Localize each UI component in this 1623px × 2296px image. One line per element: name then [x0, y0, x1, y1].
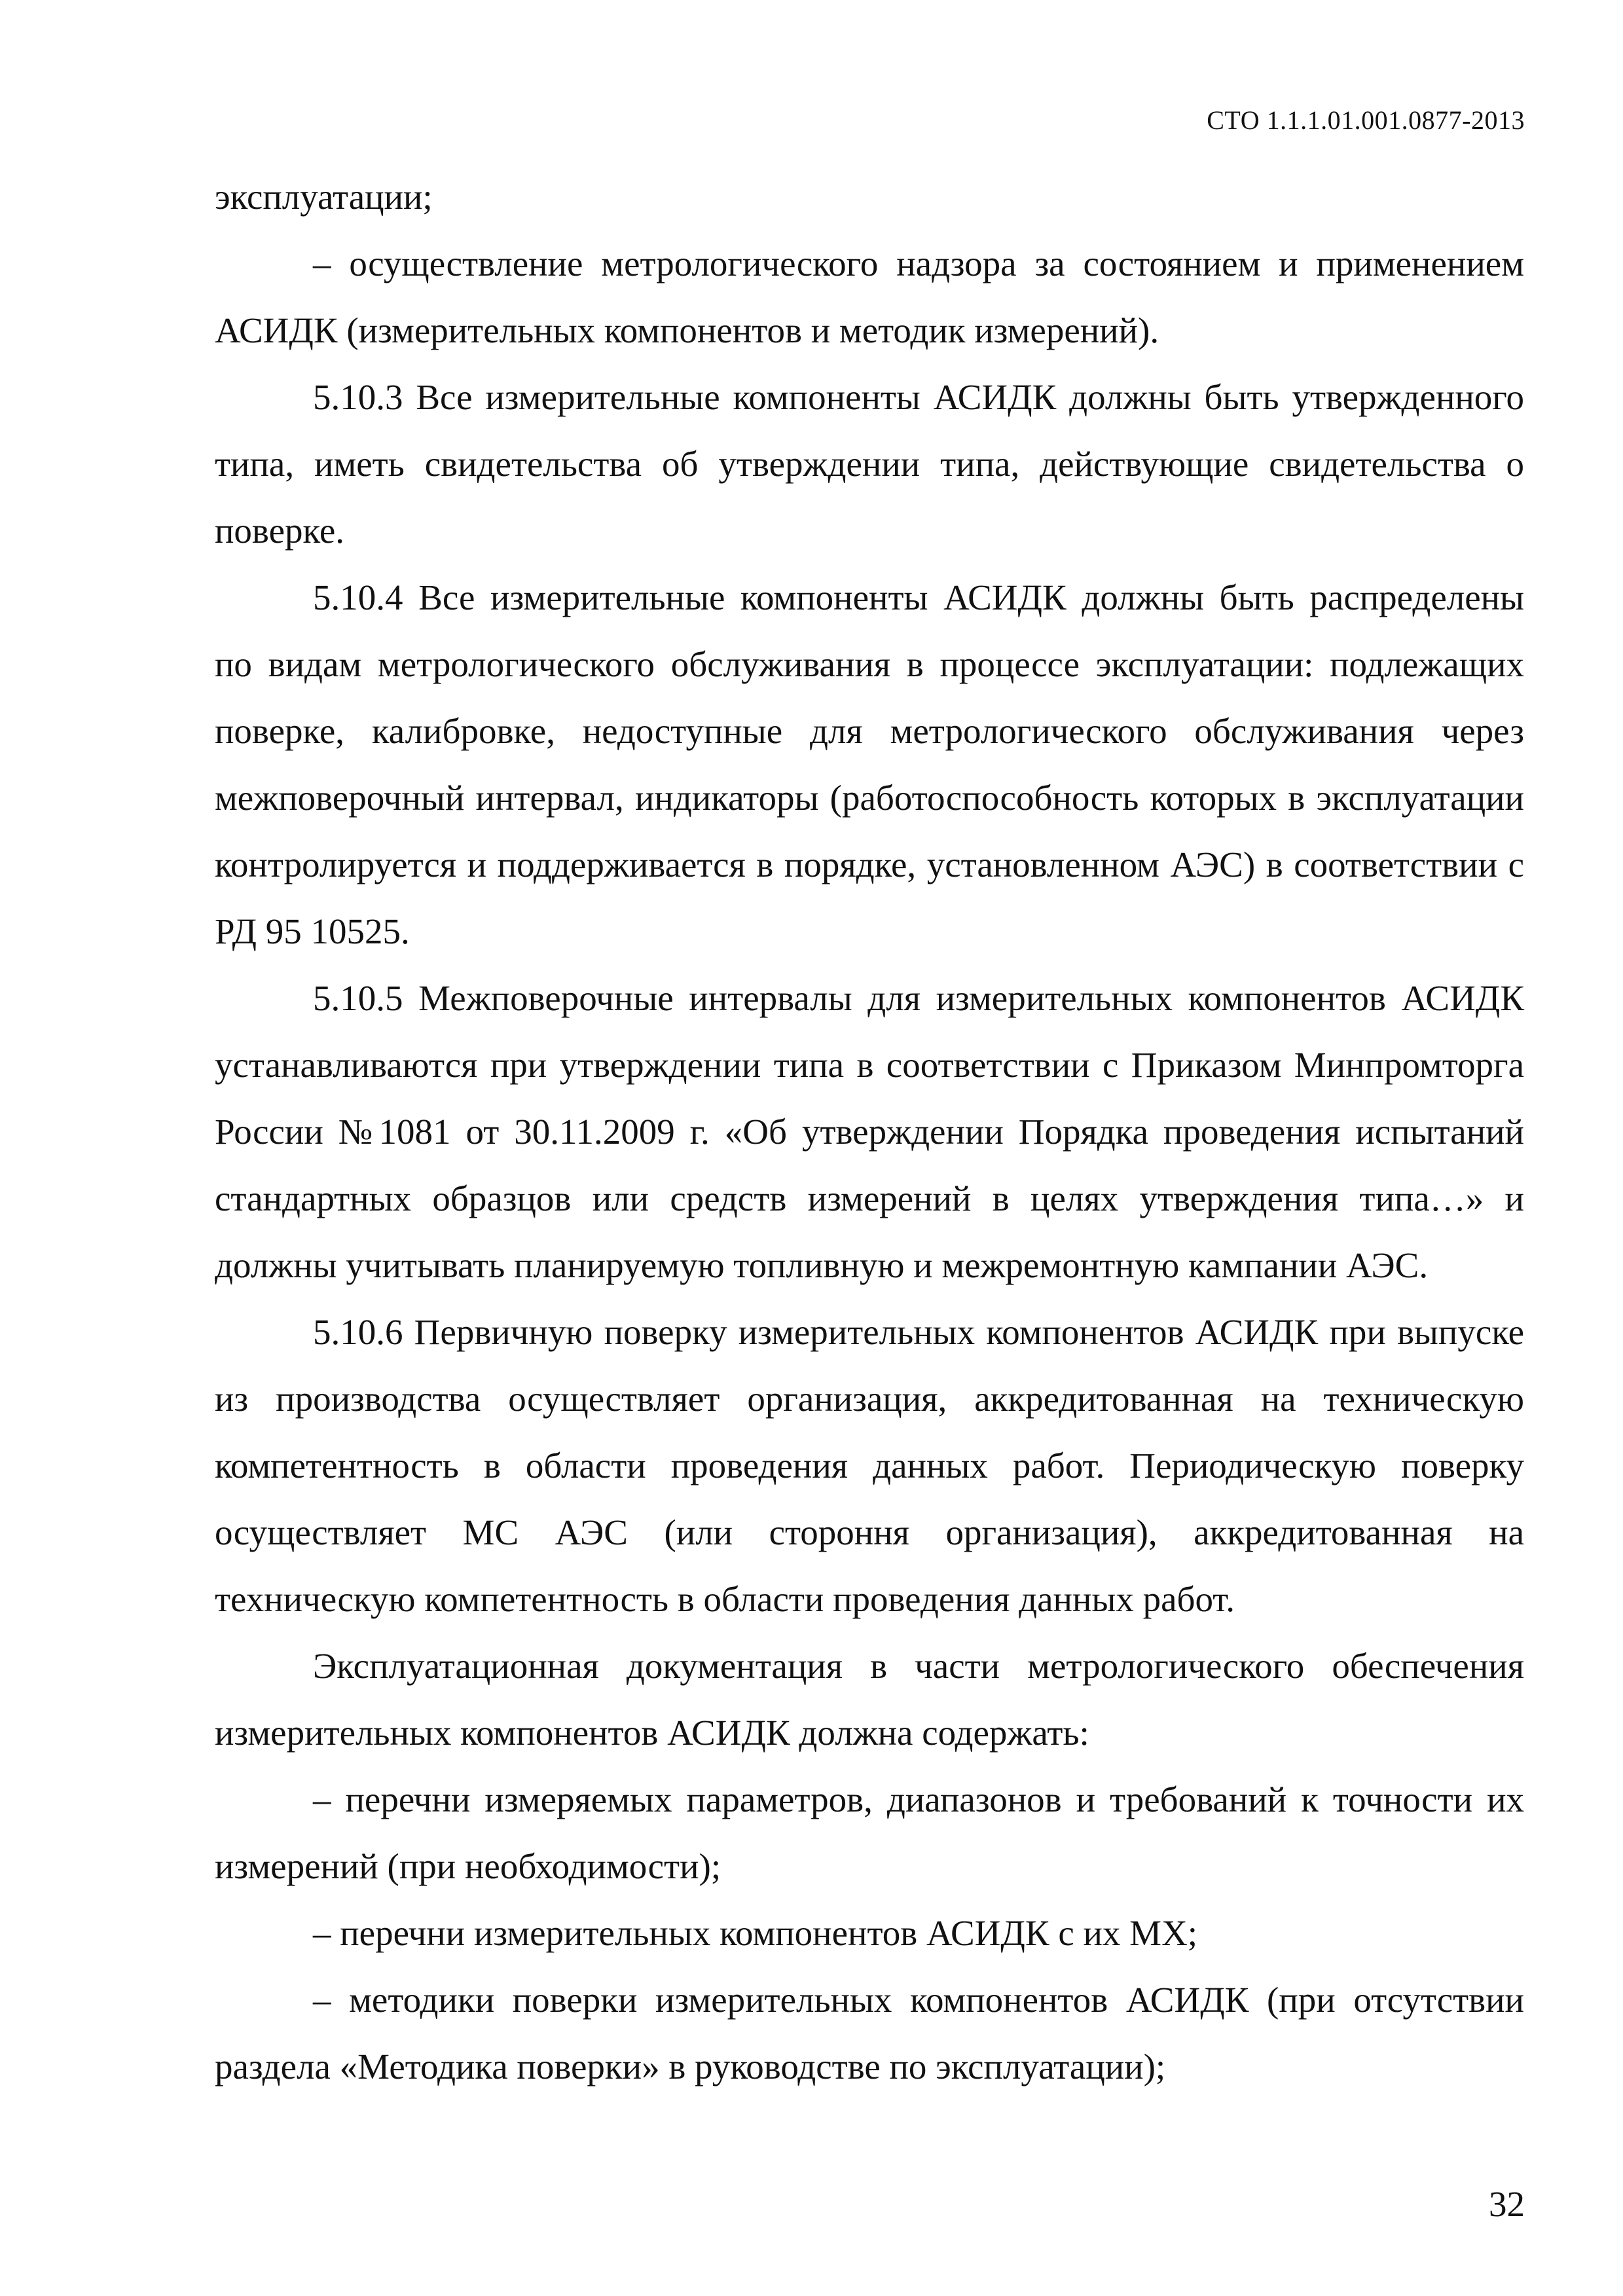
- paragraph-documentation-intro: Эксплуатационная документация в части метрологического обеспечения измерительных компонентов АСИДК должна содержать:: [215, 1646, 1524, 1753]
- document-body: [215, 164, 1524, 2100]
- paragraph-list-item: – перечни измерительных компонентов АСИДК с их МХ;: [313, 1913, 1198, 1953]
- paragraph-continuation: эксплуатации;: [215, 177, 433, 217]
- document-code: СТО 1.1.1.01.001.0877-2013: [1207, 105, 1525, 135]
- paragraph-list-item: – перечни измеряемых параметров, диапазонов и требований к точности их измерений (при необходимости);: [215, 1779, 1524, 1886]
- paragraph-5-10-5: 5.10.5 Межповерочные интервалы для измерительных компонентов АСИДК устанавливаются при утверждении типа в соответствии с Приказом Минпромторга России №1081 от 30.11.2009 г. «Об утверждении Порядка проведения испытаний стандартных образцов или средств измерений в целях утверждения типа…» и должны учитывать планируемую топливную и межремонтную кампании АЭС.: [215, 978, 1524, 1285]
- paragraph-5-10-4: 5.10.4 Все измерительные компоненты АСИДК должны быть распределены по видам метрологического обслуживания в процессе эксплуатации: подлежащих поверке, калибровке, недоступные для метрологического обслуживания через межповерочный интервал, индикаторы (работоспособность которых в эксплуатации контролируется и поддерживается в порядке, установленном АЭС) в соответствии с РД 95 10525.: [215, 577, 1524, 951]
- page-number: 32: [1489, 2184, 1525, 2224]
- paragraph-list-item: – осуществление метрологического надзора за состоянием и применением АСИДК (измерительных компонентов и методик измерений).: [215, 244, 1524, 350]
- paragraph-list-item: – методики поверки измерительных компонентов АСИДК (при отсутствии раздела «Методика поверки» в руководстве по эксплуатации);: [215, 1980, 1524, 2086]
- paragraph-5-10-3: 5.10.3 Все измерительные компоненты АСИДК должны быть утвержденного типа, иметь свидетельства об утверждении типа, действующие свидетельства о поверке.: [215, 377, 1524, 551]
- paragraph-5-10-6: 5.10.6 Первичную поверку измерительных компонентов АСИДК при выпуске из производства осуществляет организация, аккредитованная на техническую компетентность в области проведения данных работ. Периодическую поверку осуществляет МС АЭС (или стороння организация), аккредитованная на техническую компетентность в области проведения данных работ.: [215, 1312, 1524, 1619]
